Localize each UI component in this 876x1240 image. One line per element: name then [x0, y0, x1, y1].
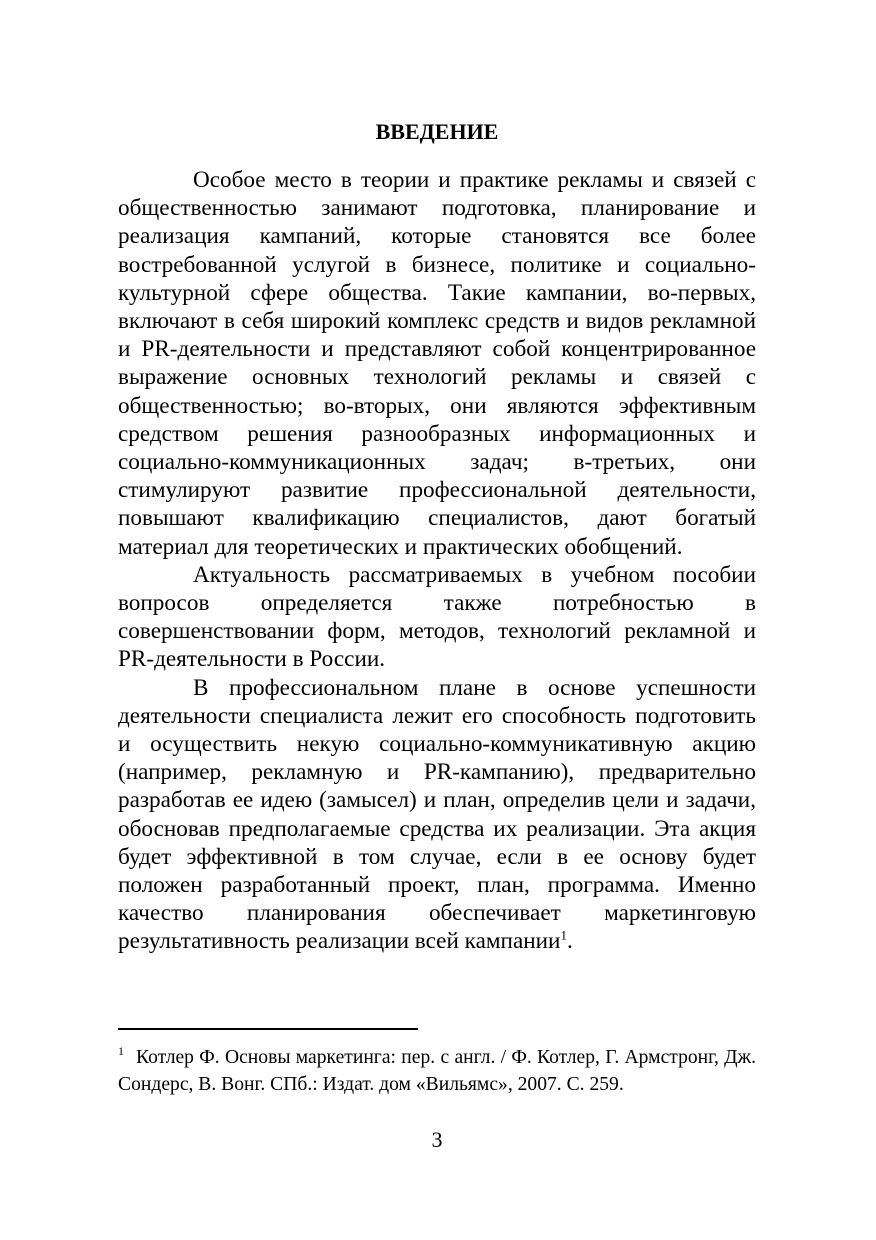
paragraph-3-end: . [566, 928, 573, 955]
paragraph-3-text: В профессиональном плане в основе успешности деятельности специалиста лежит его способность подготовить и осуществить некую социально-коммуникативную акцию (например, рекламную и PR-кампанию), предварительно разработав ее идею (замысел) и план, определив цели и задачи, обосновав предполагаемые средства их реализации. Эта акция будет эффективной в том случае, если в ее основу будет положен разработанный проект, план, программа. Именно качество планирования обеспечивает маркетинговую результативность реализации всей кампании [118, 674, 756, 955]
footnote-marker: 1 [118, 1044, 124, 1059]
paragraph-3 [118, 674, 756, 956]
paragraph-1: Особое место в теории и практике рекламы и связей с общественностью занимают подготовка, планирование и реализация кампаний, которые становятся все более востребованной услугой в бизнесе, политике и социально-культурной сфере общества. Такие кампании, во-первых, включают в себя широкий комплекс средств и видов рекламной и PR-деятельности и представляют собой концентрированное выражение основных технологий рекламы и связей с общественностью; во-вторых, они являются эффективным средством решения разнообразных информационных и социально-коммуникационных задач; в-третьих, они стимулируют развитие профессиональной деятельности, повышают квалификацию специалистов, дают богатый материал для теоретических и практических обобщений. [118, 167, 756, 560]
footnote-divider [118, 1028, 418, 1030]
body-text [118, 166, 756, 956]
footnote [118, 1044, 756, 1098]
paragraph-2: Актуальность рассматриваемых в учебном пособии вопросов определяется также потребностью в совершенствовании форм, методов, технологий рекламной и PR-деятельности в России. [118, 561, 756, 673]
page-number: 3 [431, 1127, 443, 1152]
page-heading: ВВЕДЕНИЕ [375, 119, 499, 144]
footnote-reference[interactable]: 1 [560, 927, 567, 943]
footnote-text: Котлер Ф. Основы маркетинга: пер. с англ. / Ф. Котлер, Г. Армстронг, Дж. Сондерс, В. Вонг. СПб.: Издат. дом «Вильямс», 2007. С. 259. [118, 1047, 756, 1095]
